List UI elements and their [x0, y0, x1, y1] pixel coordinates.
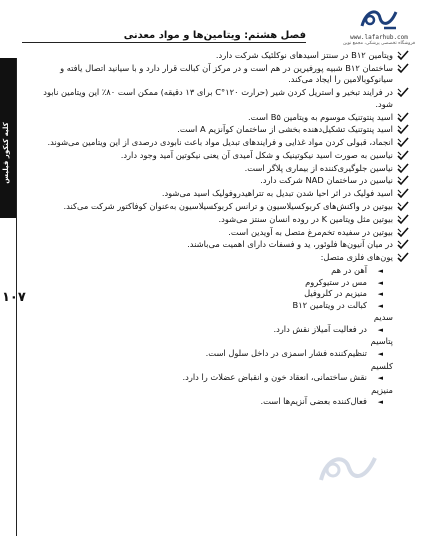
list-item: [28, 112, 409, 124]
sub-item: [28, 265, 409, 277]
bullet-list: [28, 50, 409, 264]
section-potassium-title: پتاسیم: [370, 336, 393, 347]
item-text: در میان آنیون‌ها فلوئور، ید و فسفات دارای اهمیت می‌باشند.: [187, 239, 393, 250]
item-text: یون‌های فلزی متصل:: [320, 252, 393, 263]
page-number: ۱۰۷: [2, 290, 26, 305]
check-icon: [397, 239, 409, 250]
list-item: [28, 63, 409, 86]
list-item: [28, 175, 409, 187]
arrow-icon: ◄: [377, 398, 383, 407]
arrow-icon: ◄: [377, 350, 383, 359]
list-item: [28, 252, 409, 264]
logo-subtitle: فروشگاه تخصصی پزشکی، مجمع نوین: [343, 41, 415, 46]
sub-item: [28, 277, 409, 289]
item-text: انجماد، قبولی کردن مواد غذایی و فرایندهای تبدیل مواد باعث نابودی درصدی از این ویتامین می‌شوند.: [47, 137, 393, 148]
content: [28, 50, 409, 408]
section-point-text: در فعالیت آمیلاز نقش دارد.: [273, 323, 367, 334]
section-sodium-title: سدیم: [373, 312, 393, 323]
list-item: [28, 188, 409, 200]
item-text: ویتامین B۱۲ در سنتز اسیدهای نوکلئیک شرکت دارد.: [215, 50, 393, 60]
sub-item-text: آهن در هم: [331, 264, 367, 275]
check-icon: [397, 175, 409, 186]
arrow-icon: ◄: [377, 325, 383, 334]
arrow-icon: ◄: [377, 301, 383, 310]
check-icon: [397, 87, 409, 98]
check-icon: [397, 150, 409, 161]
sub-item-text: مس در ستیوکروم: [305, 276, 367, 287]
item-text: نیاسین جلوگیری‌کننده از بیماری پلاگر است.: [244, 162, 393, 173]
list-item: [28, 214, 409, 226]
chapter-title: فصل هشتم: ویتامین‌ها و مواد معدنی: [123, 30, 306, 41]
item-text: نیاسین در ساختمان NAD شرکت دارد.: [260, 175, 393, 186]
section-calcium-point: [28, 372, 409, 384]
section-magnesium-title: منیزیم: [371, 384, 393, 395]
check-icon: [397, 188, 409, 199]
sub-item: [28, 300, 409, 312]
check-icon: [397, 124, 409, 135]
mineral-sections: [28, 312, 409, 408]
item-text: اسید پنتوتنیک تشکیل‌دهنده بخشی از ساختمان کوآنزیم A است.: [177, 124, 393, 135]
list-item: [28, 124, 409, 136]
item-text: بیوتین در سفیده تخم‌مرغ متصل به آویدین است.: [228, 226, 393, 237]
list-item: [28, 150, 409, 162]
arrow-icon: ◄: [377, 278, 383, 287]
list-item: [28, 163, 409, 175]
side-tab-label: کلیه کنکور فیلیس: [2, 122, 10, 184]
check-icon: [397, 163, 409, 174]
check-icon: [397, 227, 409, 238]
item-text: بیوتین در واکنش‌های کربوکسیلاسیون و ترانس کربوکسیلاسیون به‌عنوان کوفاکتور شرکت می‌کند.: [63, 201, 393, 211]
section-potassium-point: [28, 348, 409, 360]
list-item: [28, 87, 409, 110]
check-icon: [397, 201, 409, 212]
section-magnesium-point: [28, 396, 409, 408]
check-icon: [397, 137, 409, 148]
item-text: اسید فولیک در اثر احیا شدن تبدیل به تتراهیدروفولیک اسید می‌شود.: [161, 188, 393, 199]
list-item: [28, 239, 409, 251]
item-text: در فرایند تبخیر و استریل کردن شیر (حرارت ۱۲۰°C برای ۱۳ دقیقه) ممکن است ۸۰٪ این ویتامین نابود شود.: [43, 87, 393, 109]
publisher-logo: [333, 4, 425, 56]
header-rule: [22, 42, 306, 43]
check-icon: [397, 63, 409, 74]
item-text: بیوتین مثل ویتامین K در روده انسان سنتز می‌شود.: [218, 213, 393, 224]
check-icon: [397, 214, 409, 225]
metal-ion-list: [28, 265, 409, 311]
logo-icon: [356, 4, 402, 34]
sub-item-text: منیزیم در کلروفیل: [304, 288, 367, 299]
item-text: نیاسین به صورت اسید نیکوتینیک و شکل آمیدی آن یعنی نیکوتین آمید وجود دارد.: [120, 149, 393, 160]
item-text: ساختمان B۱۲ شبیه پورفیرین در هم است و در مرکز آن کبالت قرار دارد و با سیانید اتصال یافته و سیانوکوبالامین را ایجاد می‌کند.: [60, 62, 393, 85]
section-calcium-title: کلسیم: [370, 360, 393, 371]
check-icon: [397, 252, 409, 263]
watermark-logo-icon: [313, 448, 391, 492]
list-item: [28, 137, 409, 149]
list-item: [28, 201, 409, 213]
section-sodium-point: [28, 324, 409, 336]
side-tab: [0, 58, 16, 218]
list-item: [28, 50, 409, 62]
item-text: اسید پنتوتنیک موسوم به ویتامین B۵ است.: [248, 111, 393, 122]
check-icon: [397, 112, 409, 123]
list-item: [28, 227, 409, 239]
sub-item: [28, 288, 409, 300]
section-point-text: فعال‌کننده بعضی آنزیم‌ها است.: [260, 396, 367, 407]
check-icon: [397, 50, 409, 61]
section-point-text: تنظیم‌کننده فشار اسمزی در داخل سلول است.: [205, 348, 367, 359]
arrow-icon: ◄: [377, 374, 383, 383]
logo-url: www.lafarhub.com: [350, 34, 408, 41]
sub-item-text: کبالت در ویتامین B۱۲: [292, 299, 367, 310]
arrow-icon: ◄: [377, 266, 383, 275]
arrow-icon: ◄: [377, 290, 383, 299]
section-point-text: نقش ساختمانی، انعقاد خون و انقباض عضلات را دارد.: [182, 372, 367, 383]
